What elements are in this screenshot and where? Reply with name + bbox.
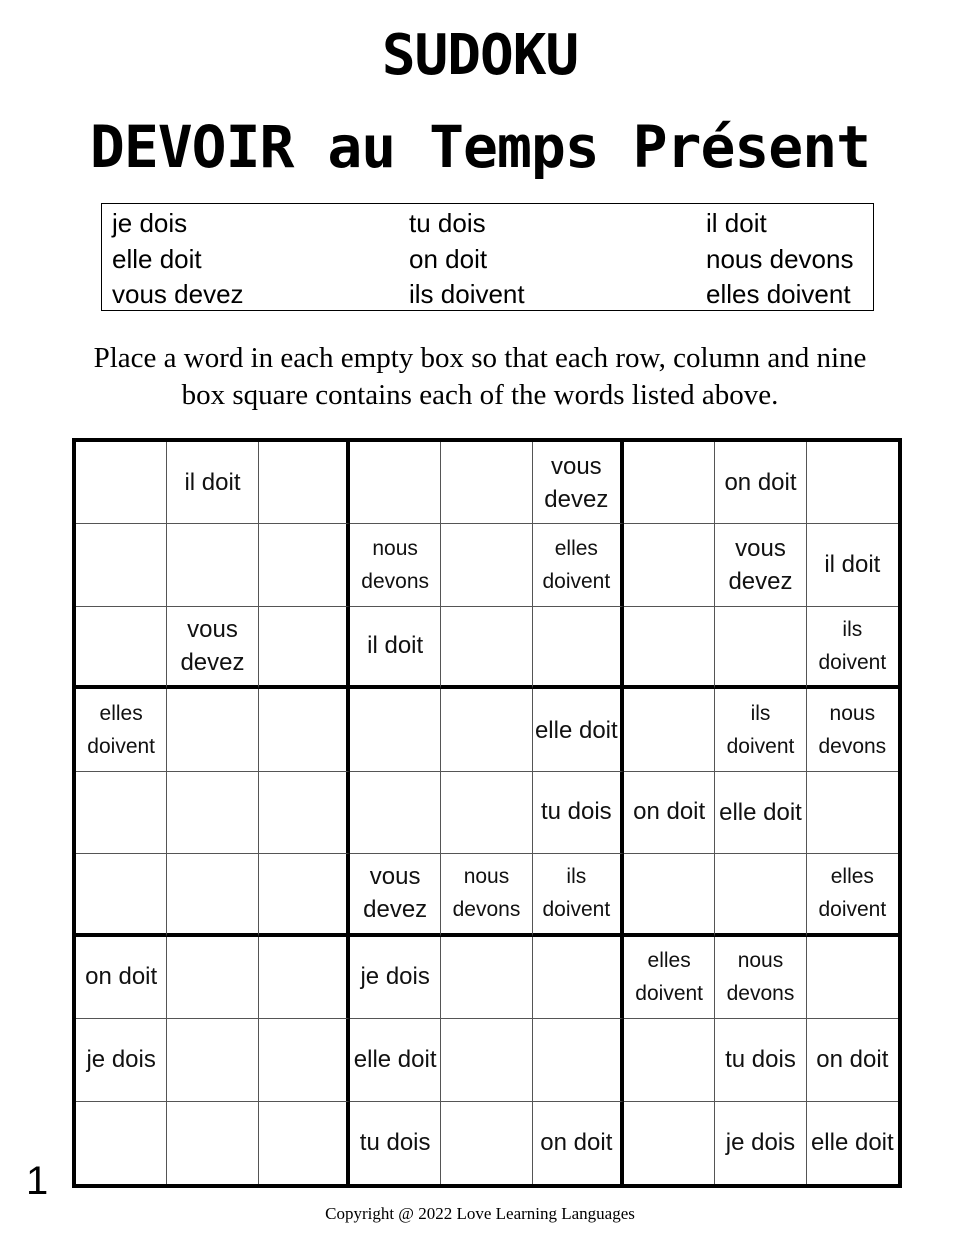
sudoku-cell-given <box>76 937 167 1019</box>
sudoku-cell-given <box>807 689 898 771</box>
sudoku-cell-empty[interactable] <box>441 607 532 689</box>
sudoku-cell-word: elle doit <box>534 716 618 744</box>
sudoku-cell-empty[interactable] <box>441 772 532 854</box>
sudoku-cell-empty[interactable] <box>259 607 350 689</box>
sudoku-cell-word: on doit <box>724 468 797 496</box>
sudoku-cell-empty[interactable] <box>807 442 898 524</box>
sudoku-cell-word: nous devons <box>361 537 430 594</box>
sudoku-cell-empty[interactable] <box>624 607 715 689</box>
sudoku-cell-empty[interactable] <box>167 1102 258 1184</box>
sudoku-cell-empty[interactable] <box>259 1102 350 1184</box>
sudoku-cell-given <box>533 854 624 936</box>
sudoku-cell-word: elle doit <box>353 1046 437 1074</box>
sudoku-cell-given <box>715 1019 806 1101</box>
sudoku-cell-empty[interactable] <box>624 1102 715 1184</box>
sudoku-cell-empty[interactable] <box>76 854 167 936</box>
sudoku-cell-given <box>533 772 624 854</box>
sudoku-cell-given <box>533 442 624 524</box>
sudoku-cell-empty[interactable] <box>76 772 167 854</box>
sudoku-cell-given <box>441 854 532 936</box>
sudoku-cell-word: nous devons <box>726 949 795 1006</box>
sudoku-cell-given <box>350 937 441 1019</box>
word-list-box <box>101 203 874 311</box>
word-list-item: je dois <box>112 208 188 238</box>
sudoku-cell-empty[interactable] <box>441 1019 532 1101</box>
sudoku-cell-empty[interactable] <box>533 1019 624 1101</box>
sudoku-cell-empty[interactable] <box>167 772 258 854</box>
sudoku-cell-empty[interactable] <box>259 442 350 524</box>
sudoku-cell-word: elle doit <box>810 1129 894 1157</box>
sudoku-cell-empty[interactable] <box>259 689 350 771</box>
sudoku-cell-empty[interactable] <box>167 854 258 936</box>
sudoku-cell-word: ils doivent <box>542 865 611 922</box>
word-list-item: on doit <box>409 243 488 274</box>
sudoku-cell-word: elles doivent <box>635 949 704 1006</box>
sudoku-cell-empty[interactable] <box>76 524 167 606</box>
sudoku-cell-word: elles doivent <box>87 702 156 759</box>
sudoku-cell-word: je dois <box>360 963 430 991</box>
sudoku-cell-given <box>624 772 715 854</box>
page-number: 1 <box>26 1159 49 1203</box>
sudoku-cell-given <box>624 937 715 1019</box>
sudoku-cell-given <box>167 607 258 689</box>
sudoku-cell-given <box>76 689 167 771</box>
sudoku-cell-word: il doit <box>184 468 241 496</box>
sudoku-cell-empty[interactable] <box>441 442 532 524</box>
sudoku-cell-empty[interactable] <box>167 689 258 771</box>
sudoku-cell-empty[interactable] <box>259 524 350 606</box>
sudoku-cell-word: on doit <box>633 798 706 826</box>
sudoku-cell-word: on doit <box>85 963 158 991</box>
sudoku-cell-word: il doit <box>367 632 424 660</box>
sudoku-cell-word: je dois <box>86 1045 156 1073</box>
sudoku-cell-empty[interactable] <box>76 1102 167 1184</box>
sudoku-cell-empty[interactable] <box>624 524 715 606</box>
page-title: SUDOKU <box>381 23 579 88</box>
sudoku-cell-given <box>533 689 624 771</box>
sudoku-cell-word: vous devez <box>180 616 245 677</box>
sudoku-cell-word: elle doit <box>719 798 802 826</box>
sudoku-cell-given <box>807 607 898 689</box>
sudoku-cell-given <box>807 854 898 936</box>
sudoku-cell-empty[interactable] <box>441 524 532 606</box>
sudoku-cell-empty[interactable] <box>624 442 715 524</box>
word-list-item: vous devez <box>112 279 244 309</box>
sudoku-cell-empty[interactable] <box>807 772 898 854</box>
sudoku-cell-empty[interactable] <box>441 1102 532 1184</box>
instructions-line: box square contains each of the words listed above. <box>181 379 779 411</box>
sudoku-cell-word: tu dois <box>359 1128 431 1156</box>
sudoku-cell-empty[interactable] <box>533 607 624 689</box>
sudoku-cell-given <box>715 689 806 771</box>
sudoku-cell-empty[interactable] <box>259 1019 350 1101</box>
sudoku-cell-given <box>807 1102 898 1184</box>
word-list-item: tu dois <box>409 208 486 238</box>
sudoku-cell-given <box>533 524 624 606</box>
instructions-line: Place a word in each empty box so that each row, column and nine <box>93 342 867 374</box>
sudoku-cell-word: on doit <box>540 1128 613 1156</box>
sudoku-grid <box>72 438 902 1188</box>
sudoku-cell-word: vous devez <box>363 863 428 924</box>
sudoku-cell-given <box>350 1019 441 1101</box>
sudoku-cell-empty[interactable] <box>715 607 806 689</box>
page-subtitle: DEVOIR au Temps Présent <box>89 113 871 181</box>
sudoku-cell-given <box>350 607 441 689</box>
sudoku-cell-given <box>715 1102 806 1184</box>
sudoku-cell-empty[interactable] <box>715 854 806 936</box>
sudoku-cell-given <box>715 772 806 854</box>
sudoku-cell-empty[interactable] <box>259 854 350 936</box>
sudoku-cell-word: elles doivent <box>818 865 887 922</box>
instructions <box>0 340 960 414</box>
sudoku-cell-word: tu dois <box>540 798 612 826</box>
sudoku-cell-word: vous devez <box>728 535 793 596</box>
sudoku-cell-word: elles doivent <box>542 537 611 594</box>
word-list-item: elle doit <box>112 243 202 274</box>
sudoku-cell-given <box>167 442 258 524</box>
sudoku-cell-given <box>807 1019 898 1101</box>
sudoku-cell-word: nous devons <box>452 865 521 922</box>
sudoku-cell-empty[interactable] <box>259 937 350 1019</box>
copyright: Copyright @ 2022 Love Learning Languages <box>325 1204 635 1223</box>
sudoku-cell-word: tu dois <box>725 1045 796 1073</box>
sudoku-cell-given <box>715 937 806 1019</box>
sudoku-cell-given <box>715 524 806 606</box>
sudoku-cell-empty[interactable] <box>624 689 715 771</box>
sudoku-cell-empty[interactable] <box>807 937 898 1019</box>
sudoku-cell-word: je dois <box>725 1128 796 1156</box>
sudoku-cell-word: il doit <box>824 551 881 579</box>
sudoku-cell-empty[interactable] <box>259 772 350 854</box>
word-list-item: elles doivent <box>706 279 851 309</box>
sudoku-cell-given <box>715 442 806 524</box>
sudoku-cell-empty[interactable] <box>350 689 441 771</box>
sudoku-cell-empty[interactable] <box>441 689 532 771</box>
sudoku-cell-given <box>533 1102 624 1184</box>
sudoku-cell-empty[interactable] <box>624 854 715 936</box>
sudoku-cell-empty[interactable] <box>76 607 167 689</box>
sudoku-cell-given <box>807 524 898 606</box>
word-list-item: il doit <box>706 208 767 238</box>
word-list-item: ils doivent <box>409 279 525 309</box>
sudoku-cell-empty[interactable] <box>350 442 441 524</box>
sudoku-cell-given <box>350 524 441 606</box>
sudoku-cell-given <box>350 854 441 936</box>
sudoku-cell-word: ils doivent <box>818 618 887 675</box>
sudoku-cell-word: on doit <box>816 1045 889 1073</box>
word-list-item: nous devons <box>706 243 854 274</box>
sudoku-cell-empty[interactable] <box>441 937 532 1019</box>
sudoku-cell-word: vous devez <box>544 452 609 513</box>
sudoku-cell-word: ils doivent <box>726 702 795 759</box>
sudoku-cell-empty[interactable] <box>167 937 258 1019</box>
sudoku-cell-empty[interactable] <box>533 937 624 1019</box>
sudoku-cell-empty[interactable] <box>350 772 441 854</box>
sudoku-cell-empty[interactable] <box>167 1019 258 1101</box>
sudoku-cell-given <box>350 1102 441 1184</box>
sudoku-cell-word: nous devons <box>818 702 887 759</box>
sudoku-cell-empty[interactable] <box>167 524 258 606</box>
sudoku-cell-empty[interactable] <box>76 442 167 524</box>
sudoku-cell-empty[interactable] <box>624 1019 715 1101</box>
sudoku-cell-given <box>76 1019 167 1101</box>
